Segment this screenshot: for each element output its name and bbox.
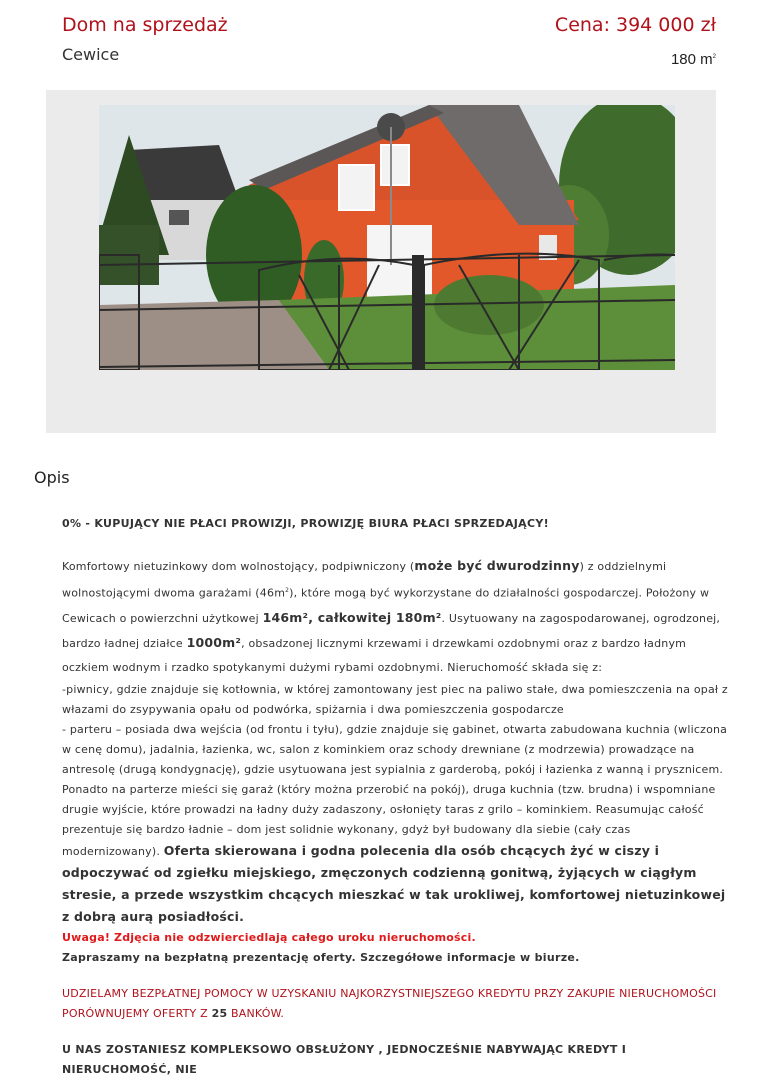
area-unit-sup: 2 — [712, 54, 716, 60]
listing-price: Cena: 394 000 zł — [554, 14, 716, 36]
final-text: U NAS ZOSTANIESZ KOMPLEKSOWO OBSŁUŻONY , JEDNOCZEŚNIE NABYWAJĄC KREDYT I NIERUCHOMOŚĆ, NIE — [62, 1042, 627, 1076]
invite-text: Zapraszamy na bezpłatną prezentację oferty. Szczegółowe informacje w biurze. — [62, 950, 580, 964]
warning-text: Uwaga! Zdjęcia nie odzwierciedlają całego uroku nieruchomości. — [62, 930, 476, 944]
description — [62, 514, 728, 1080]
house-photo[interactable] — [99, 105, 675, 370]
description-paragraph-1: Komfortowy nietuzinkowy dom wolnostojący, podpiwniczony (może być dwurodzinny) z oddzielnymi wolnostojącymi dwoma garażami $(46m^2)$, które mogą być wykorzystane do działalności gospodarczej. Położony w Cewicach o powierzchni użytkowej 146m², całkowitej 180m². Usytuowany na zagospodarowanej, ogrodzonej, bardzo ładnej działce 1000m², obsadzonej licznymi krzewami i drzewkami ozdobnymi oraz z bardzo ładnym oczkiem wodnym i rzadko spotykanymi dużymi rybami ozdobnymi. Nieruchomość składa się z: — [62, 558, 721, 674]
description-paragraph-3: - parteru – posiada dwa wejścia (od frontu i tyłu), gdzie znajduje się gabinet, otwarta zabudowana kuchnia (wliczona w cenę domu), jadalnia, łazienka, wc, salon z kominkiem oraz schody drewniane (z modrzewia) prowadzące na antresolę (drugą kondygnację), gdzie usytuowana jest sypialnia z garderobą, pokój i łazienka z wanną i prysznicem. Ponadto na parterze mieści się garaż (który można przerobić na pokój), druga kuchnia (tzw. brudna) i wspomniane drugie wyjście, które prowadzi na ładny duży zadaszony, osłonięty taras z grilo – kominkiem. Reasumując całość prezentuje się bardzo ładnie – dom jest solidnie wykonany, gdyż był budowany dla siebie (cały czas modernizowany). Oferta skierowana i godna polecenia dla osób chcących żyć w ciszy i odpoczywać od zgiełku miejskiego, zmęczonych codzienną gonitwą, żyjących w ciągłym stresie, a przede wszystkim chcących mieszkać w tak urokliwej, komfortowej nietuzinkowej z dobrą aurą posiadłości. — [62, 722, 728, 924]
credit-promo: UDZIELAMY BEZPŁATNEJ POMOCY W UZYSKANIU NAJKORZYSTNIEJSZEGO KREDYTU PRZY ZAKUPIE NIERUCHOMOŚCI PORÓWNUJEMY OFERTY Z 25 BANKÓW. — [62, 986, 717, 1020]
photo-frame — [46, 90, 716, 433]
listing-city: Cewice — [62, 45, 120, 64]
listing-area — [671, 51, 716, 68]
section-title: Opis — [34, 468, 70, 487]
listing-title: Dom na sprzedaż — [62, 14, 228, 36]
house-photo-image — [99, 105, 675, 370]
description-headline: 0% - KUPUJĄCY NIE PŁACI PROWIZJI, PROWIZJĘ BIURA PŁACI SPRZEDAJĄCY! — [62, 517, 549, 530]
description-paragraph-2: -piwnicy, gdzie znajduje się kotłownia, w której zamontowany jest piec na paliwo stałe, dwa pomieszczenia na opał z włazami do zsypywania opału od podwórka, spiżarnia i dwa pomieszczenia gospodarcze — [62, 682, 728, 716]
area-value: 180 m — [670, 51, 713, 68]
